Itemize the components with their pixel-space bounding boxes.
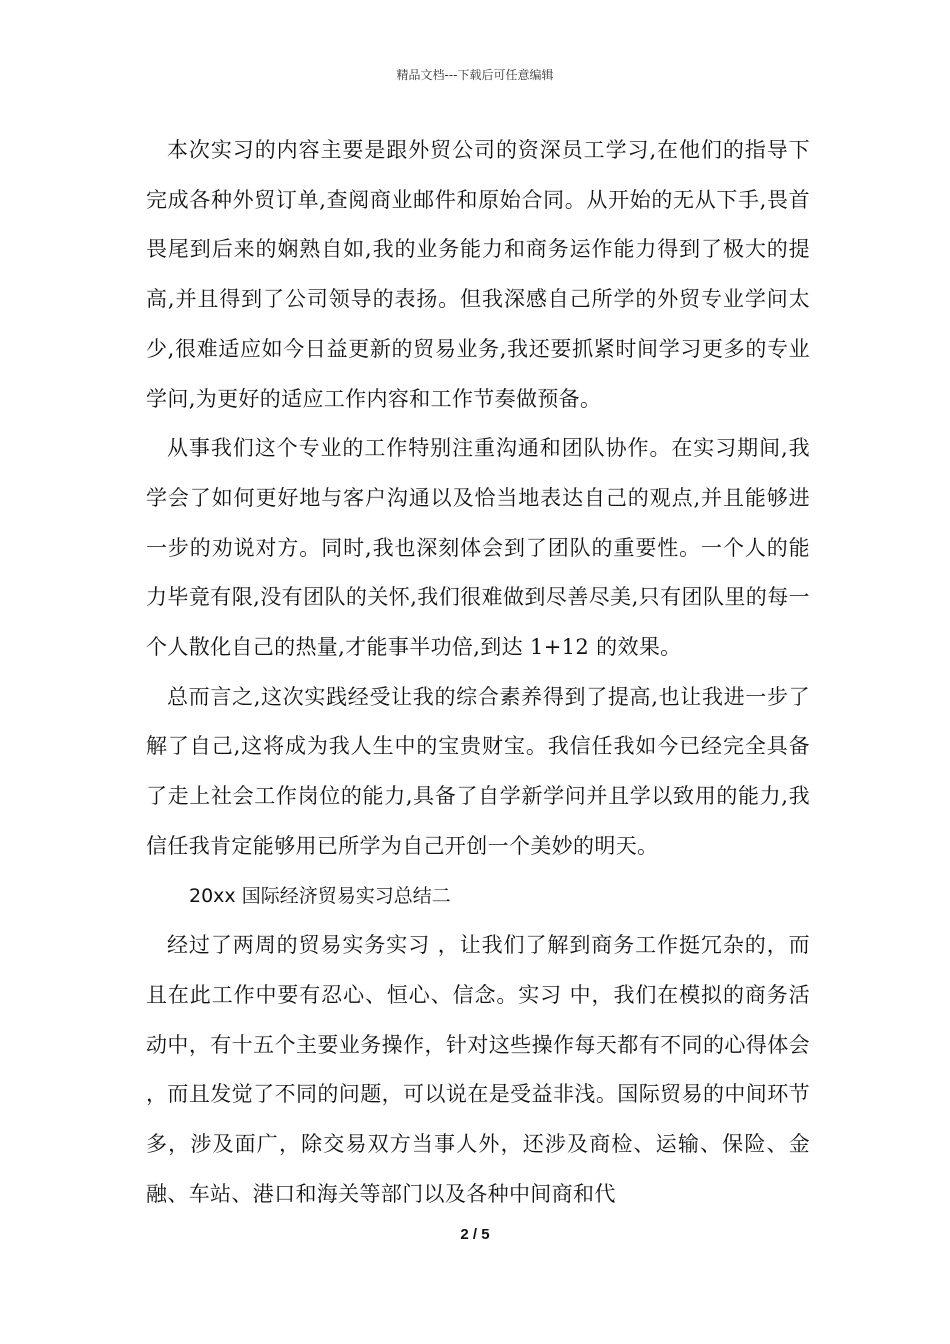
page-header: 精品文档---下载后可任意编辑: [396, 68, 554, 82]
section-subtitle: 20xx 国际经济贸易实习总结二: [189, 884, 451, 907]
paragraph-1: 本次实习的内容主要是跟外贸公司的资深员工学习,在他们的指导下完成各种外贸订单,查阅商业邮件和原始合同。从开始的无从下手,畏首畏尾到后来的娴熟自如,我的业务能力和商务运作能力得到了极大的提高,并且得到了公司领导的表扬。但我深感自己所学的外贸专业学问太少,很难适应如今日益更新的贸易业务,我还要抓紧时间学习更多的专业学问,为更好的适应工作内容和工作节奏做预备。: [146, 138, 810, 411]
page-number: 2 / 5: [460, 1226, 490, 1243]
paragraph-2: 从事我们这个专业的工作特别注重沟通和团队协作。在实习期间,我学会了如何更好地与客户沟通以及恰当地表达自己的观点,并且能够进一步的劝说对方。同时,我也深刻体会到了团队的重要性。一个人的能力毕竟有限,没有团队的关怀,我们很难做到尽善尽美,只有团队里的每一个人散化自己的热量,才能事半功倍,到达 1+12 的效果。: [146, 436, 810, 660]
paragraph-4: 经过了两周的贸易实务实习 ，让我们了解到商务工作挺冗杂的，而且在此工作中要有忍心、恒心、信念。实习 中，我们在模拟的商务活动中，有十五个主要业务操作，针对这些操作每天都有不同的心得体会 ，而且发觉了不同的问题，可以说在是受益非浅。国际贸易的中间环节多，涉及面广，除交易双方当事人外，还涉及商检、运输、保险、金融、车站、港口和海关等部门以及各种中间商和代: [146, 933, 810, 1206]
paragraph-3: 总而言之,这次实践经受让我的综合素养得到了提高,也让我进一步了解了自己,这将成为我人生中的宝贵财宝。我信任我如今已经完全具备了走上社会工作岗位的能力,具备了自学新学问并且学以致用的能力,我信任我肯定能够用已所学为自己开创一个美妙的明天。: [146, 684, 810, 858]
document-body: [146, 126, 810, 1219]
